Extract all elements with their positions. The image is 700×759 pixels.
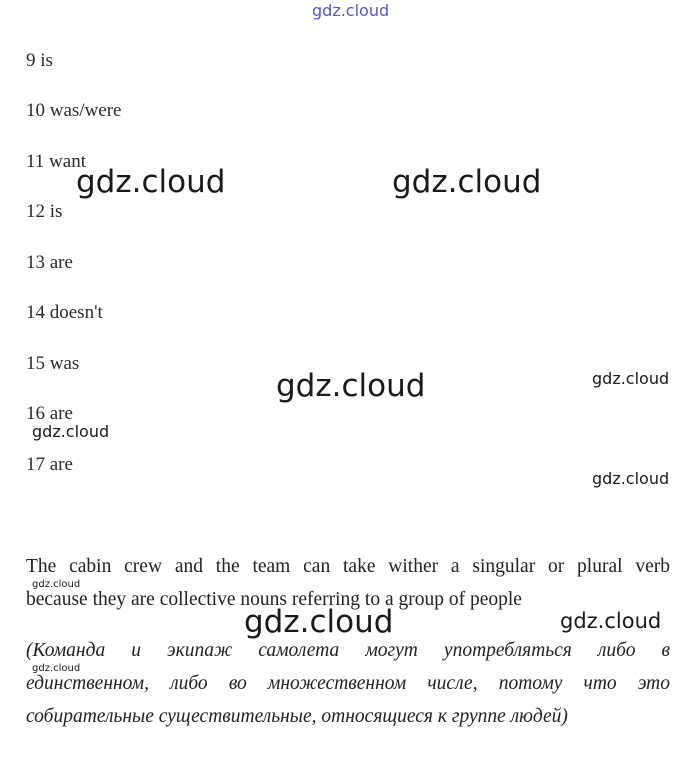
watermark-text: gdz.cloud	[276, 368, 426, 404]
watermark-text: gdz.cloud	[32, 663, 81, 674]
answer-item-17: 17 are	[26, 454, 73, 475]
answer-item-13: 13 are	[26, 252, 73, 273]
watermark-text: gdz.cloud	[592, 369, 670, 388]
header-watermark: gdz.cloud	[312, 1, 390, 20]
translation-paragraph	[26, 634, 670, 733]
answer-item-14: 14 doesn't	[26, 302, 103, 323]
watermark-text: gdz.cloud	[244, 604, 394, 640]
translation-line: (Команда и экипаж самолета могут употребляться либо в	[26, 640, 670, 661]
answer-item-15: 15 was	[26, 353, 80, 374]
watermark-text: gdz.cloud	[560, 609, 662, 633]
translation-line: единственном, либо во множественном числе, потому что это	[26, 673, 670, 694]
answer-item-11: 11 want	[26, 151, 86, 172]
watermark-text: gdz.cloud	[592, 469, 670, 488]
answer-item-16: 16 are	[26, 403, 73, 424]
answer-item-9: 9 is	[26, 50, 53, 71]
answer-item-10: 10 was/were	[26, 100, 122, 121]
explanation-line: because they are collective nouns referring to a group of people	[26, 589, 522, 610]
explanation-line: The cabin crew and the team can take wither a singular or plural verb	[26, 556, 670, 577]
watermark-text: gdz.cloud	[392, 164, 542, 200]
answer-item-12: 12 is	[26, 201, 63, 222]
translation-line: собирательные существительные, относящиеся к группе людей)	[26, 706, 568, 727]
watermark-text: gdz.cloud	[32, 422, 110, 441]
watermark-text: gdz.cloud	[76, 164, 226, 200]
watermark-text: gdz.cloud	[32, 579, 81, 590]
